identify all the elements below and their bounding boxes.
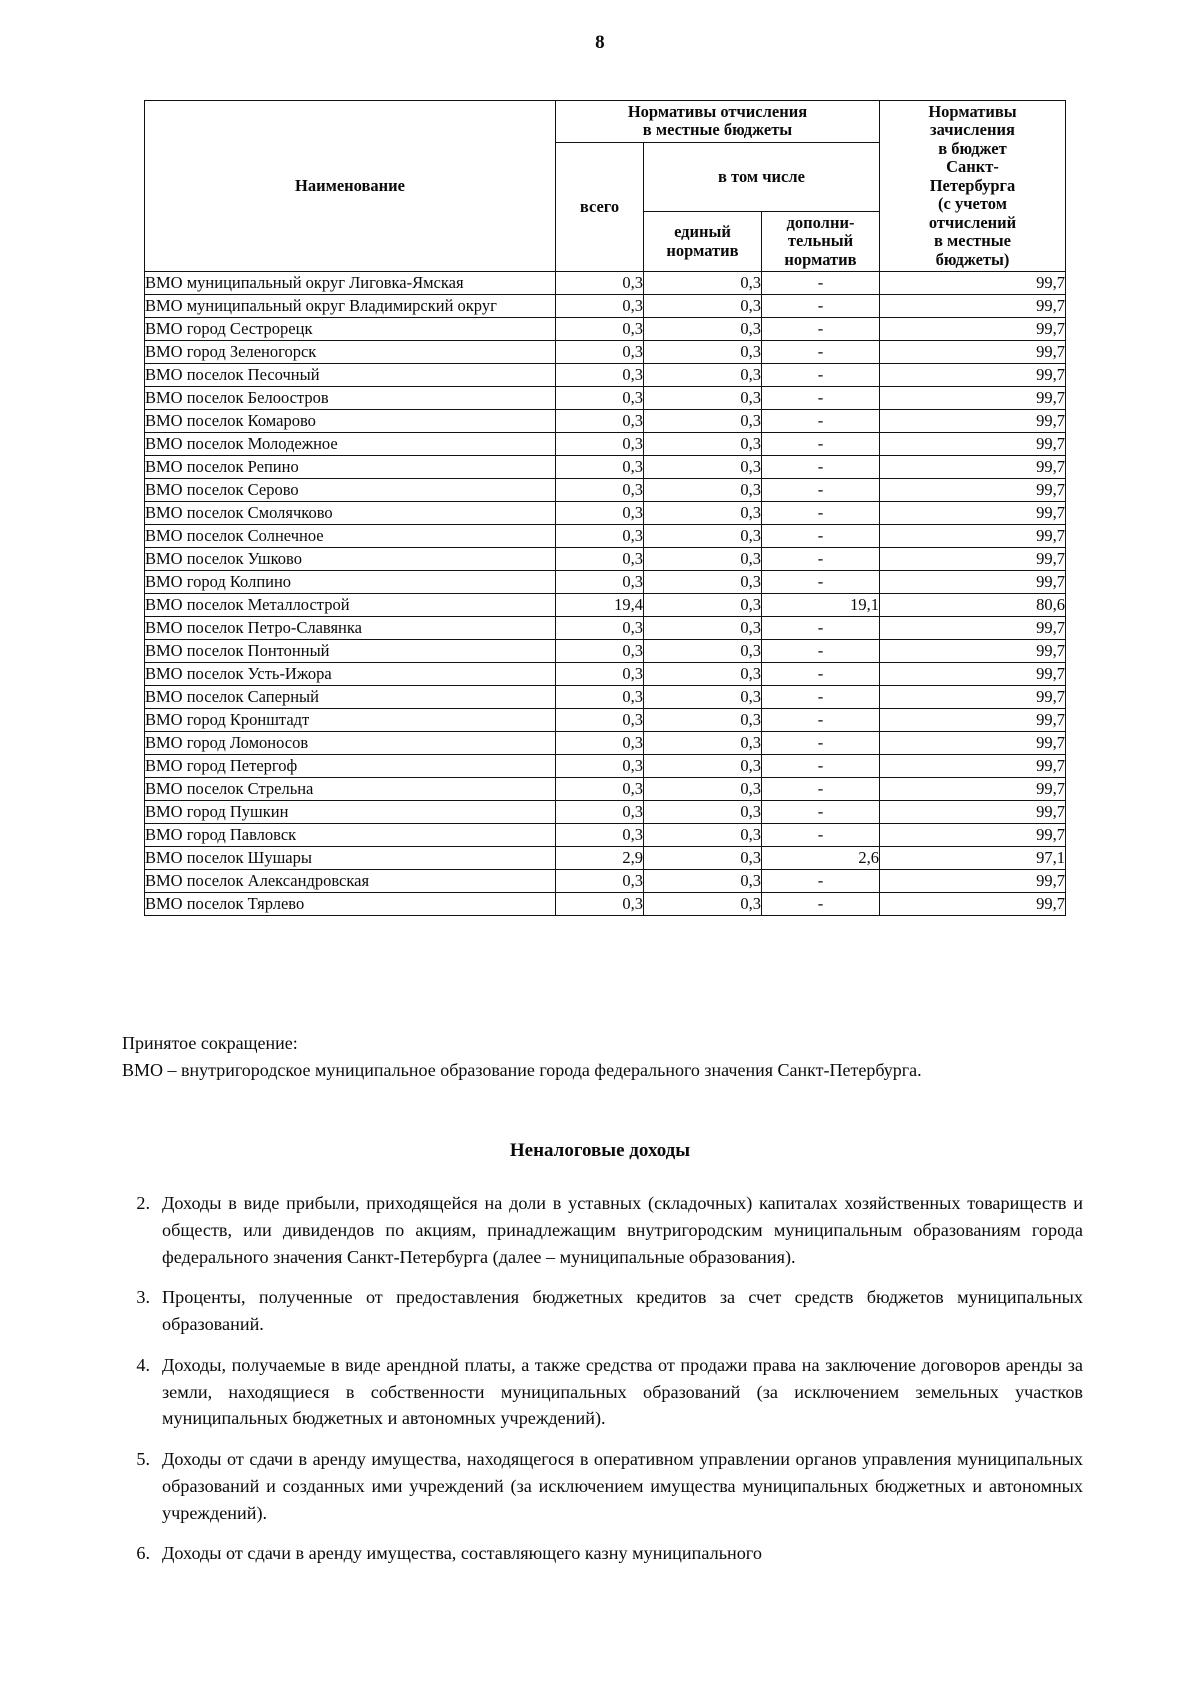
cell-extra-norm: - bbox=[762, 709, 880, 732]
cell-name: ВМО поселок Саперный bbox=[145, 686, 556, 709]
cell-extra-norm: - bbox=[762, 318, 880, 341]
page-number: 8 bbox=[595, 32, 605, 53]
cell-spb: 99,7 bbox=[880, 272, 1066, 295]
cell-total: 19,4 bbox=[556, 594, 644, 617]
cell-name: ВМО поселок Понтонный bbox=[145, 640, 556, 663]
spb-line6: (с учетом bbox=[938, 194, 1007, 214]
cell-name: ВМО поселок Солнечное bbox=[145, 525, 556, 548]
cell-total: 0,3 bbox=[556, 318, 644, 341]
table-row bbox=[145, 571, 1066, 594]
spb-line9: бюджеты) bbox=[935, 249, 1010, 269]
cell-name: ВМО поселок Смолячково bbox=[145, 502, 556, 525]
table-row bbox=[145, 410, 1066, 433]
cell-total: 0,3 bbox=[556, 364, 644, 387]
cell-extra-norm: - bbox=[762, 755, 880, 778]
cell-extra-norm: - bbox=[762, 341, 880, 364]
table-row bbox=[145, 847, 1066, 870]
cell-spb: 99,7 bbox=[880, 387, 1066, 410]
cell-total: 0,3 bbox=[556, 548, 644, 571]
cell-name: ВМО поселок Металлострой bbox=[145, 594, 556, 617]
spb-line8: в местные bbox=[934, 231, 1011, 251]
cell-extra-norm: - bbox=[762, 617, 880, 640]
table-row bbox=[145, 617, 1066, 640]
cell-total: 0,3 bbox=[556, 732, 644, 755]
cell-total: 0,3 bbox=[556, 433, 644, 456]
cell-extra-norm: - bbox=[762, 801, 880, 824]
spb-line7: отчислений bbox=[928, 212, 1017, 232]
cell-name: ВМО город Павловск bbox=[145, 824, 556, 847]
cell-single-norm: 0,3 bbox=[644, 686, 762, 709]
cell-spb: 99,7 bbox=[880, 755, 1066, 778]
table-row bbox=[145, 640, 1066, 663]
cell-spb: 99,7 bbox=[880, 364, 1066, 387]
cell-extra-norm: - bbox=[762, 778, 880, 801]
list-item-marker: 3. bbox=[136, 1287, 150, 1308]
table-row bbox=[145, 824, 1066, 847]
cell-spb: 97,1 bbox=[880, 847, 1066, 870]
single-norm-line1: единый bbox=[674, 222, 731, 242]
table-row bbox=[145, 686, 1066, 709]
cell-spb: 99,7 bbox=[880, 824, 1066, 847]
cell-single-norm: 0,3 bbox=[644, 755, 762, 778]
column-header-total: всего bbox=[556, 142, 644, 271]
single-norm-line2: норматив bbox=[666, 240, 739, 260]
cell-name: ВМО поселок Белоостров bbox=[145, 387, 556, 410]
cell-name: ВМО город Зеленогорск bbox=[145, 341, 556, 364]
cell-spb: 99,7 bbox=[880, 502, 1066, 525]
cell-total: 0,3 bbox=[556, 571, 644, 594]
table-row bbox=[145, 433, 1066, 456]
cell-total: 0,3 bbox=[556, 778, 644, 801]
cell-extra-norm: - bbox=[762, 295, 880, 318]
cell-name: ВМО поселок Стрельна bbox=[145, 778, 556, 801]
cell-single-norm: 0,3 bbox=[644, 433, 762, 456]
cell-spb: 99,7 bbox=[880, 410, 1066, 433]
cell-extra-norm: 2,6 bbox=[762, 847, 880, 870]
cell-name: ВМО поселок Серово bbox=[145, 479, 556, 502]
cell-total: 0,3 bbox=[556, 479, 644, 502]
table-row bbox=[145, 479, 1066, 502]
list-item-marker: 2. bbox=[136, 1193, 150, 1213]
cell-extra-norm: - bbox=[762, 663, 880, 686]
spb-line2: зачисления bbox=[930, 120, 1015, 140]
cell-spb: 99,7 bbox=[880, 686, 1066, 709]
cell-single-norm: 0,3 bbox=[644, 663, 762, 686]
cell-total: 0,3 bbox=[556, 755, 644, 778]
column-header-extra-norm bbox=[762, 211, 880, 271]
cell-spb: 99,7 bbox=[880, 318, 1066, 341]
list-item bbox=[128, 1284, 1083, 1338]
table-row bbox=[145, 318, 1066, 341]
cell-name: ВМО город Ломоносов bbox=[145, 732, 556, 755]
cell-single-norm: 0,3 bbox=[644, 870, 762, 893]
cell-total: 0,3 bbox=[556, 502, 644, 525]
local-budgets-line1: Нормативы отчисления bbox=[627, 102, 808, 121]
cell-single-norm: 0,3 bbox=[644, 548, 762, 571]
table-row bbox=[145, 456, 1066, 479]
abbreviation-note bbox=[122, 1030, 1082, 1085]
column-header-single-norm bbox=[644, 211, 762, 271]
cell-single-norm: 0,3 bbox=[644, 847, 762, 870]
list-item-marker: 4. bbox=[136, 1354, 150, 1375]
table-row bbox=[145, 295, 1066, 318]
cell-spb: 99,7 bbox=[880, 663, 1066, 686]
abbreviation-text: ВМО – внутригородское муниципальное образование города федерального значения Санкт-Петербурга. bbox=[122, 1060, 922, 1081]
cell-name: ВМО поселок Комарово bbox=[145, 410, 556, 433]
cell-extra-norm: - bbox=[762, 686, 880, 709]
list-item-text: Проценты, полученные от предоставления бюджетных кредитов за счет средств бюджетов муниципальных образований. bbox=[162, 1287, 1083, 1334]
table-row bbox=[145, 870, 1066, 893]
cell-extra-norm: - bbox=[762, 548, 880, 571]
cell-spb: 99,7 bbox=[880, 525, 1066, 548]
column-header-name: Наименование bbox=[145, 101, 556, 272]
cell-extra-norm: - bbox=[762, 824, 880, 847]
normatives-table-container bbox=[144, 100, 1066, 916]
cell-single-norm: 0,3 bbox=[644, 824, 762, 847]
cell-name: ВМО поселок Молодежное bbox=[145, 433, 556, 456]
cell-single-norm: 0,3 bbox=[644, 387, 762, 410]
cell-spb: 99,7 bbox=[880, 709, 1066, 732]
table-row bbox=[145, 755, 1066, 778]
table-row bbox=[145, 709, 1066, 732]
cell-total: 0,3 bbox=[556, 410, 644, 433]
cell-single-norm: 0,3 bbox=[644, 778, 762, 801]
cell-spb: 99,7 bbox=[880, 433, 1066, 456]
list-item bbox=[128, 1352, 1083, 1432]
table-row bbox=[145, 364, 1066, 387]
cell-name: ВМО поселок Ушково bbox=[145, 548, 556, 571]
cell-single-norm: 0,3 bbox=[644, 801, 762, 824]
cell-name: ВМО муниципальный округ Владимирский округ bbox=[145, 295, 556, 318]
list-item-text: Доходы от сдачи в аренду имущества, находящегося в оперативном управлении органов управления муниципальных образований и созданных ими учреждений (за исключением имущества муниципальных бюджетных и автономных учреждений). bbox=[162, 1449, 1083, 1523]
cell-single-norm: 0,3 bbox=[644, 272, 762, 295]
cell-single-norm: 0,3 bbox=[644, 364, 762, 387]
cell-total: 0,3 bbox=[556, 824, 644, 847]
cell-spb: 99,7 bbox=[880, 870, 1066, 893]
cell-extra-norm: - bbox=[762, 525, 880, 548]
cell-single-norm: 0,3 bbox=[644, 525, 762, 548]
cell-extra-norm: - bbox=[762, 433, 880, 456]
cell-single-norm: 0,3 bbox=[644, 410, 762, 433]
cell-total: 0,3 bbox=[556, 686, 644, 709]
cell-spb: 99,7 bbox=[880, 571, 1066, 594]
cell-name: ВМО поселок Петро-Славянка bbox=[145, 617, 556, 640]
table-header-row-1 bbox=[145, 101, 1066, 143]
cell-single-norm: 0,3 bbox=[644, 640, 762, 663]
cell-total: 0,3 bbox=[556, 617, 644, 640]
cell-total: 2,9 bbox=[556, 847, 644, 870]
cell-single-norm: 0,3 bbox=[644, 479, 762, 502]
table-header bbox=[145, 101, 1066, 272]
table-row bbox=[145, 502, 1066, 525]
cell-extra-norm: - bbox=[762, 410, 880, 433]
cell-spb: 99,7 bbox=[880, 640, 1066, 663]
section-title: Неналоговые доходы bbox=[509, 1140, 691, 1161]
cell-extra-norm: 19,1 bbox=[762, 594, 880, 617]
cell-total: 0,3 bbox=[556, 272, 644, 295]
cell-extra-norm: - bbox=[762, 640, 880, 663]
abbreviation-label: Принятое сокращение: bbox=[122, 1033, 298, 1053]
cell-name: ВМО поселок Александровская bbox=[145, 870, 556, 893]
cell-name: ВМО поселок Песочный bbox=[145, 364, 556, 387]
cell-name: ВМО город Петергоф bbox=[145, 755, 556, 778]
list-item-marker: 5. bbox=[136, 1449, 150, 1469]
cell-spb: 80,6 bbox=[880, 594, 1066, 617]
cell-single-norm: 0,3 bbox=[644, 295, 762, 318]
cell-single-norm: 0,3 bbox=[644, 318, 762, 341]
cell-spb: 99,7 bbox=[880, 732, 1066, 755]
cell-single-norm: 0,3 bbox=[644, 732, 762, 755]
table-row bbox=[145, 387, 1066, 410]
cell-total: 0,3 bbox=[556, 640, 644, 663]
cell-extra-norm: - bbox=[762, 893, 880, 916]
cell-extra-norm: - bbox=[762, 870, 880, 893]
cell-single-norm: 0,3 bbox=[644, 341, 762, 364]
table-row bbox=[145, 272, 1066, 295]
cell-name: ВМО город Кронштадт bbox=[145, 709, 556, 732]
cell-extra-norm: - bbox=[762, 502, 880, 525]
spb-line3: в бюджет bbox=[938, 138, 1007, 158]
cell-spb: 99,7 bbox=[880, 456, 1066, 479]
table-row bbox=[145, 548, 1066, 571]
list-item bbox=[128, 1190, 1083, 1270]
extra-norm-line2: тельный bbox=[787, 231, 854, 251]
table-row bbox=[145, 525, 1066, 548]
cell-single-norm: 0,3 bbox=[644, 893, 762, 916]
list-item-text: Доходы от сдачи в аренду имущества, составляющего казну муниципального bbox=[162, 1543, 762, 1564]
spb-line1: Нормативы bbox=[928, 102, 1017, 121]
cell-spb: 99,7 bbox=[880, 479, 1066, 502]
column-header-local-budgets bbox=[556, 101, 880, 143]
table-row bbox=[145, 778, 1066, 801]
table-row bbox=[145, 893, 1066, 916]
cell-total: 0,3 bbox=[556, 456, 644, 479]
list-item-marker: 6. bbox=[136, 1543, 150, 1564]
cell-single-norm: 0,3 bbox=[644, 571, 762, 594]
cell-single-norm: 0,3 bbox=[644, 502, 762, 525]
cell-total: 0,3 bbox=[556, 341, 644, 364]
cell-extra-norm: - bbox=[762, 732, 880, 755]
spb-line4: Санкт- bbox=[946, 157, 999, 177]
cell-spb: 99,7 bbox=[880, 893, 1066, 916]
cell-spb: 99,7 bbox=[880, 341, 1066, 364]
cell-name: ВМО поселок Тярлево bbox=[145, 893, 556, 916]
cell-single-norm: 0,3 bbox=[644, 456, 762, 479]
table-row bbox=[145, 663, 1066, 686]
table-row bbox=[145, 732, 1066, 755]
cell-total: 0,3 bbox=[556, 870, 644, 893]
cell-total: 0,3 bbox=[556, 709, 644, 732]
cell-spb: 99,7 bbox=[880, 548, 1066, 571]
column-header-spb-budget bbox=[880, 101, 1066, 272]
normatives-table bbox=[144, 100, 1066, 916]
list-item bbox=[128, 1540, 1083, 1567]
cell-total: 0,3 bbox=[556, 801, 644, 824]
table-row bbox=[145, 594, 1066, 617]
cell-spb: 99,7 bbox=[880, 778, 1066, 801]
cell-extra-norm: - bbox=[762, 364, 880, 387]
table-body bbox=[145, 272, 1066, 916]
list-item-text: Доходы, получаемые в виде арендной платы, а также средства от продажи права на заключение договоров аренды за земли, находящиеся в собственности муниципальных образований (за исключением земельных участков муниципальных бюджетных и автономных учреждений). bbox=[162, 1354, 1083, 1429]
cell-name: ВМО муниципальный округ Лиговка-Ямская bbox=[145, 272, 556, 295]
cell-single-norm: 0,3 bbox=[644, 617, 762, 640]
cell-extra-norm: - bbox=[762, 571, 880, 594]
cell-name: ВМО поселок Усть-Ижора bbox=[145, 663, 556, 686]
cell-name: ВМО поселок Шушары bbox=[145, 847, 556, 870]
table-row bbox=[145, 801, 1066, 824]
cell-extra-norm: - bbox=[762, 387, 880, 410]
cell-spb: 99,7 bbox=[880, 617, 1066, 640]
cell-single-norm: 0,3 bbox=[644, 594, 762, 617]
cell-spb: 99,7 bbox=[880, 801, 1066, 824]
cell-name: ВМО город Пушкин bbox=[145, 801, 556, 824]
cell-name: ВМО поселок Репино bbox=[145, 456, 556, 479]
cell-total: 0,3 bbox=[556, 387, 644, 410]
list-item-text: Доходы в виде прибыли, приходящейся на доли в уставных (складочных) капиталах хозяйственных товариществ и обществ, или дивидендов по акциям, принадлежащим внутригородским муниципальным образованиям города федерального значения Санкт-Петербурга (далее – муниципальные образования). bbox=[162, 1193, 1083, 1267]
cell-single-norm: 0,3 bbox=[644, 709, 762, 732]
cell-spb: 99,7 bbox=[880, 295, 1066, 318]
extra-norm-line3: норматив bbox=[784, 249, 857, 269]
cell-total: 0,3 bbox=[556, 663, 644, 686]
cell-name: ВМО город Колпино bbox=[145, 571, 556, 594]
cell-extra-norm: - bbox=[762, 479, 880, 502]
spb-line5: Петербурга bbox=[929, 175, 1016, 195]
local-budgets-line2: в местные бюджеты bbox=[642, 120, 793, 140]
cell-extra-norm: - bbox=[762, 456, 880, 479]
extra-norm-line1: дополни- bbox=[786, 212, 855, 232]
column-header-among-which: в том числе bbox=[644, 142, 880, 211]
cell-extra-norm: - bbox=[762, 272, 880, 295]
list-item bbox=[128, 1446, 1083, 1526]
cell-total: 0,3 bbox=[556, 893, 644, 916]
numbered-list bbox=[128, 1190, 1083, 1581]
cell-total: 0,3 bbox=[556, 295, 644, 318]
cell-total: 0,3 bbox=[556, 525, 644, 548]
table-row bbox=[145, 341, 1066, 364]
cell-name: ВМО город Сестрорецк bbox=[145, 318, 556, 341]
